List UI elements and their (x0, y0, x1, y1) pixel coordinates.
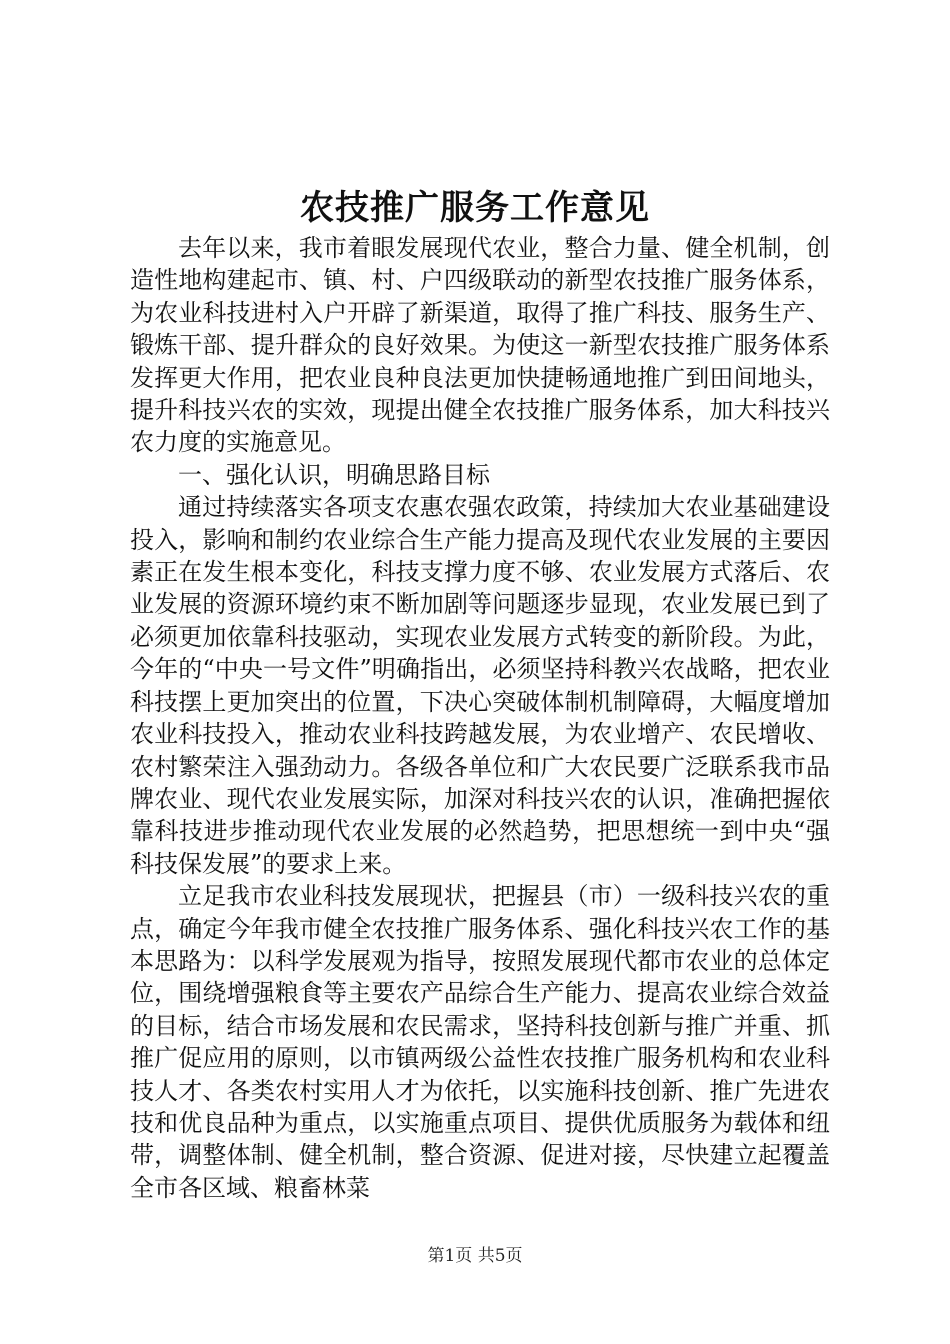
paragraph-section-1-a: 通过持续落实各项支农惠农强农政策，持续加大农业基础建设投入，影响和制约农业综合生产能力提高及现代农业发展的主要因素正在发生根本变化，科技支撑力度不够、农业发展方式落后、农业发展的资源环境约束不断加剧等问题逐步显现，农业发展已到了必须更加依靠科技驱动，实现农业发展方式转变的新阶段。为此，今年的“中央一号文件”明确指出，必须坚持科教兴农战略，把农业科技摆上更加突出的位置，下决心突破体制机制障碍，大幅度增加农业科技投入，推动农业科技跨越发展，为农业增产、农民增收、农村繁荣注入强劲动力。各级各单位和广大农民要广泛联系我市品牌农业、现代农业发展实际，加深对科技兴农的认识，准确把握依靠科技进步推动现代农业发展的必然趋势，把思想统一到中央“强科技保发展”的要求上来。 (130, 493, 830, 878)
section-heading-1: 一、强化认识，明确思路目标 (178, 460, 490, 489)
document-body (130, 232, 830, 1204)
paragraph-section-1-b: 立足我市农业科技发展现状，把握县（市）一级科技兴农的重点，确定今年我市健全农技推广服务体系、强化科技兴农工作的基本思路为：以科学发展观为指导，按照发展现代都市农业的总体定位，围绕增强粮食等主要农产品综合生产能力、提高农业综合效益的目标，结合市场发展和农民需求，坚持科技创新与推广并重、抓推广促应用的原则，以市镇两级公益性农技推广服务机构和农业科技人才、各类农村实用人才为依托，以实施科技创新、推广先进农技和优良品种为重点，以实施重点项目、提供优质服务为载体和纽带，调整体制、健全机制，整合资源、促进对接，尽快建立起覆盖全市各区域、粮畜林菜 (130, 882, 830, 1202)
paragraph-intro: 去年以来，我市着眼发展现代农业，整合力量、健全机制，创造性地构建起市、镇、村、户四级联动的新型农技推广服务体系，为农业科技进村入户开辟了新渠道，取得了推广科技、服务生产、锻炼干部、提升群众的良好效果。为使这一新型农技推广服务体系发挥更大作用，把农业良种良法更加快捷畅通地推广到田间地头，提升科技兴农的实效，现提出健全农技推广服务体系，加大科技兴农力度的实施意见。 (130, 234, 830, 457)
document-title: 农技推广服务工作意见 (300, 188, 650, 228)
page-footer: 第1页 共5页 (427, 1246, 523, 1266)
